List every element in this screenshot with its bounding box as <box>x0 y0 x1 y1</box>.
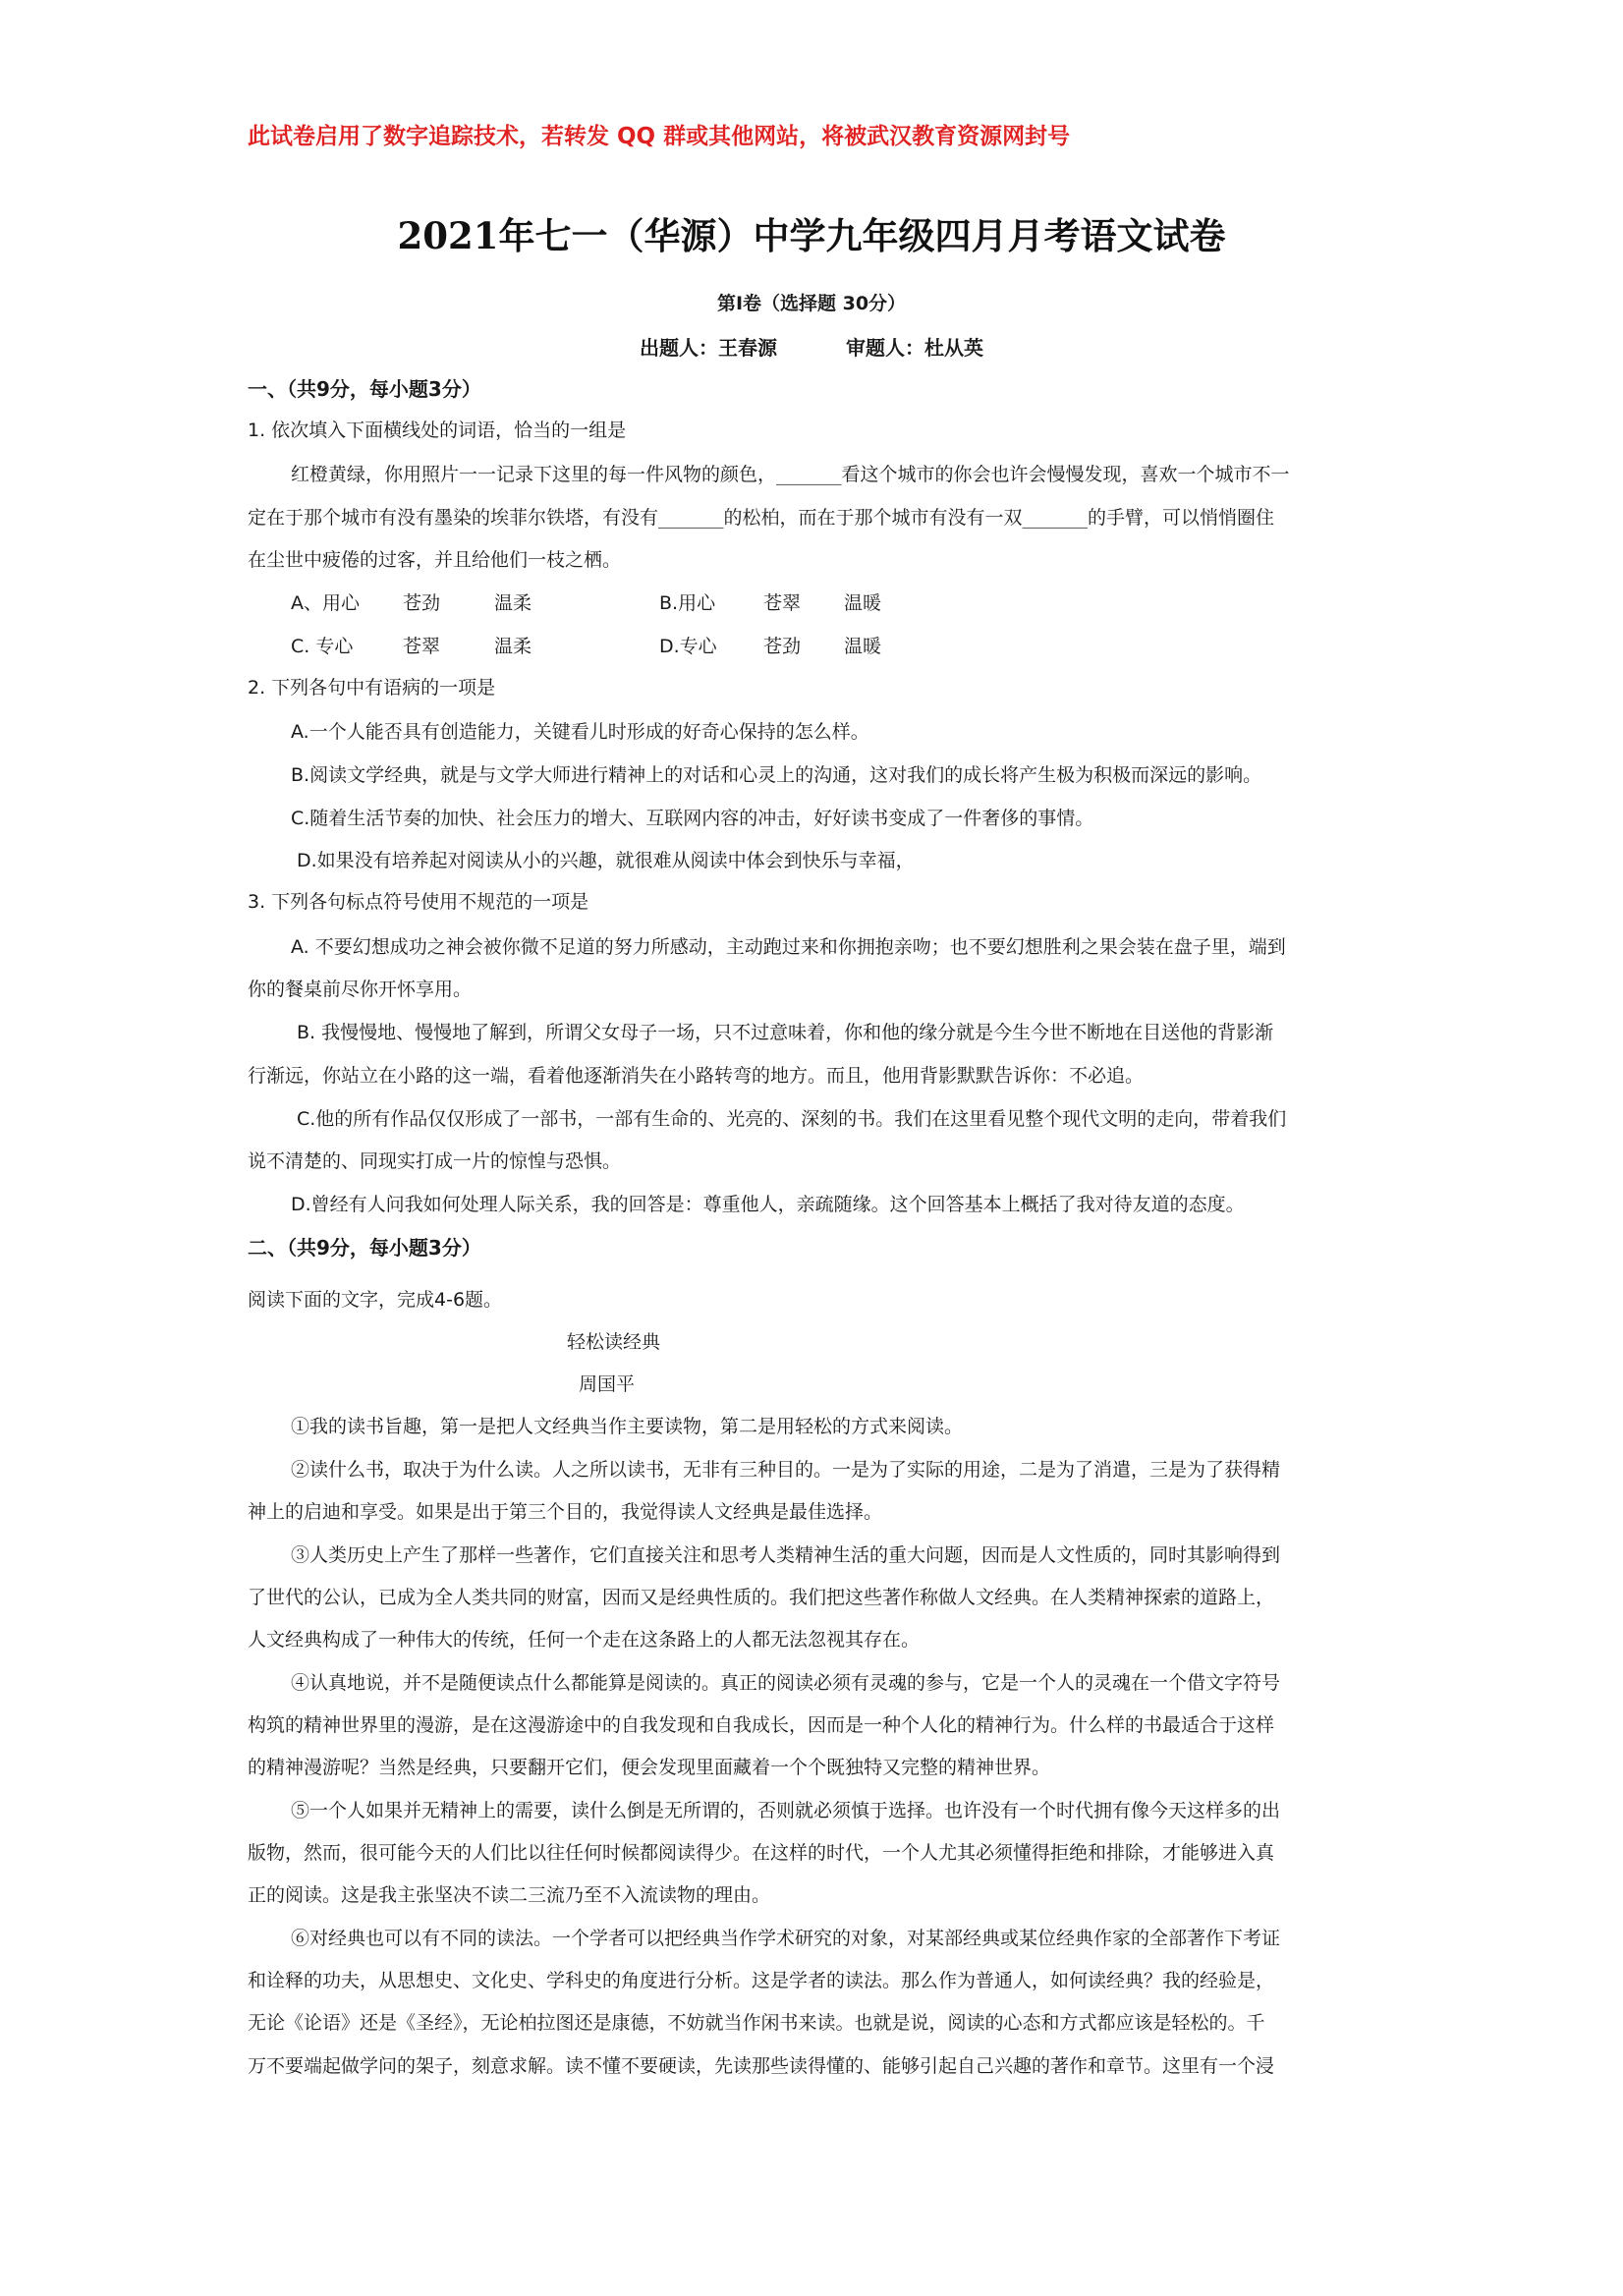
q3-line: C.他的所有作品仅仅形成了一部书，一部有生命的、光亮的、深刻的书。我们在这里看见整个现代文明的走向，带着我们 <box>297 1108 1287 1130</box>
q3-line: A. 不要幻想成功之神会被你微不足道的努力所感动，主动跑过来和你拥抱亲吻；也不要幻想胜利之果会装在盘子里，端到 <box>291 936 1286 958</box>
q1-passage-line: 红橙黄绿，你用照片一一记录下这里的每一件风物的颜色，_______看这个城市的你会也许会慢慢发现，喜欢一个城市不一 <box>291 464 1290 485</box>
q1-option-b-word3: 温暖 <box>844 592 882 614</box>
article-line: 万不要端起做学问的架子，刻意求解。读不懂不要硬读，先读那些读得懂的、能够引起自己兴趣的著作和章节。这里有一个浸 <box>248 2055 1275 2077</box>
article-line: ③人类历史上产生了那样一些著作，它们直接关注和思考人类精神生活的重大问题，因而是人文性质的，同时其影响得到 <box>291 1544 1281 1566</box>
q3-stem: 3. 下列各句标点符号使用不规范的一项是 <box>248 891 589 913</box>
tracking-warning: 此试卷启用了数字追踪技术，若转发 QQ 群或其他网站，将被武汉教育资源网封号 <box>248 124 1071 149</box>
q3-line: D.曾经有人问我如何处理人际关系，我的回答是：尊重他人，亲疏随缘。这个回答基本上概括了我对待友道的态度。 <box>291 1194 1245 1215</box>
article-line: 无论《论语》还是《圣经》，无论柏拉图还是康德，不妨就当作闲书来读。也就是说，阅读的心态和方式都应该是轻松的。千 <box>248 2012 1265 2034</box>
q1-passage-line: 定在于那个城市有没有墨染的埃菲尔铁塔，有没有_______的松柏，而在于那个城市有没有一双_______的手臂，可以悄悄圈住 <box>248 507 1275 529</box>
q1-option-d-word2: 苍劲 <box>763 636 802 657</box>
q2-stem: 2. 下列各句中有语病的一项是 <box>248 677 496 699</box>
article-line: ④认真地说，并不是随便读点什么都能算是阅读的。真正的阅读必须有灵魂的参与，它是一个人的灵魂在一个借文字符号 <box>291 1672 1281 1694</box>
reviewer-name: 审题人：杜从英 <box>846 336 983 360</box>
reading-intro: 阅读下面的文字，完成4-6题。 <box>248 1289 503 1311</box>
q3-line: 说不清楚的、同现实打成一片的惊惶与恐惧。 <box>248 1150 622 1172</box>
q3-line: B. 我慢慢地、慢慢地了解到，所谓父女母子一场，只不过意味着，你和他的缘分就是今生今世不断地在目送他的背影渐 <box>297 1022 1274 1043</box>
article-line: 和诠释的功夫，从思想史、文化史、学科史的角度进行分析。这是学者的读法。那么作为普通人，如何读经典？我的经验是， <box>248 1970 1275 1991</box>
q1-option-c-word3: 温柔 <box>494 636 532 657</box>
article-line: ⑥对经典也可以有不同的读法。一个学者可以把经典当作学术研究的对象，对某部经典或某位经典作家的全部著作下考证 <box>291 1928 1281 1949</box>
q1-option-d-word3: 温暖 <box>844 636 882 657</box>
q2-option: D.如果没有培养起对阅读从小的兴趣，就很难从阅读中体会到快乐与幸福， <box>297 850 915 871</box>
q1-passage-line: 在尘世中疲倦的过客，并且给他们一枝之栖。 <box>248 549 622 571</box>
article-author: 周国平 <box>579 1373 636 1395</box>
setter-name: 出题人：王春源 <box>640 336 777 360</box>
authors-line <box>0 338 1623 358</box>
q1-option-c-word2: 苍翠 <box>403 636 441 657</box>
q1-option-d: D.专心 <box>659 636 717 657</box>
article-title: 轻松读经典 <box>567 1331 661 1353</box>
q3-line: 你的餐桌前尽你开怀享用。 <box>248 979 473 1000</box>
article-line: 神上的启迪和享受。如果是出于第三个目的，我觉得读人文经典是最佳选择。 <box>248 1501 883 1523</box>
q2-option: C.随着生活节奏的加快、社会压力的增大、互联网内容的冲击，好好读书变成了一件奢侈的事情。 <box>291 808 1094 829</box>
q1-option-a-word2: 苍劲 <box>403 592 441 614</box>
q1-option-b: B.用心 <box>659 592 716 614</box>
article-line: 构筑的精神世界里的漫游，是在这漫游途中的自我发现和自我成长，因而是一种个人化的精神行为。什么样的书最适合于这样 <box>248 1714 1275 1736</box>
article-line: 人文经典构成了一种伟大的传统，任何一个走在这条路上的人都无法忽视其存在。 <box>248 1629 921 1651</box>
page-title: 2021年七一（华源）中学九年级四月月考语文试卷 <box>397 214 1226 257</box>
article-line: ②读什么书，取决于为什么读。人之所以读书，无非有三种目的。一是为了实际的用途，二是为了消遣，三是为了获得精 <box>291 1459 1281 1481</box>
q1-option-b-word2: 苍翠 <box>763 592 802 614</box>
q2-option: B.阅读文学经典，就是与文学大师进行精神上的对话和心灵上的沟通，这对我们的成长将产生极为积极而深远的影响。 <box>291 764 1262 786</box>
q1-option-c: C. 专心 <box>291 636 354 657</box>
q1-option-a: A、用心 <box>291 592 360 614</box>
q1-option-a-word3: 温柔 <box>494 592 532 614</box>
section2-heading: 二、（共9分，每小题3分） <box>248 1236 481 1260</box>
article-line: ⑤一个人如果并无精神上的需要，读什么倒是无所谓的，否则就必须慎于选择。也许没有一个时代拥有像今天这样多的出 <box>291 1800 1281 1821</box>
article-line: 版物，然而，很可能今天的人们比以往任何时候都阅读得少。在这样的时代，一个人尤其必须懂得拒绝和排除，才能够进入真 <box>248 1842 1275 1864</box>
article-line: 了世代的公认，已成为全人类共同的财富，因而又是经典性质的。我们把这些著作称做人文经典。在人类精神探索的道路上， <box>248 1587 1275 1608</box>
article-line: 的精神漫游呢？当然是经典，只要翻开它们，便会发现里面藏着一个个既独特又完整的精神世界。 <box>248 1757 1051 1778</box>
paper-subtitle: 第Ⅰ卷（选择题 30分） <box>716 293 907 314</box>
q1-stem: 1. 依次填入下面横线处的词语，恰当的一组是 <box>248 420 627 441</box>
q2-option: A.一个人能否具有创造能力，关键看儿时形成的好奇心保持的怎么样。 <box>291 721 869 743</box>
article-line: 正的阅读。这是我主张坚决不读二三流乃至不入流读物的理由。 <box>248 1884 771 1906</box>
article-line: ①我的读书旨趣，第一是把人文经典当作主要读物，第二是用轻松的方式来阅读。 <box>291 1416 964 1437</box>
q3-line: 行渐远，你站立在小路的这一端，看着他逐渐消失在小路转弯的地方。而且，他用背影默默告诉你：不必追。 <box>248 1065 1145 1087</box>
section1-heading: 一、（共9分，每小题3分） <box>248 377 481 401</box>
